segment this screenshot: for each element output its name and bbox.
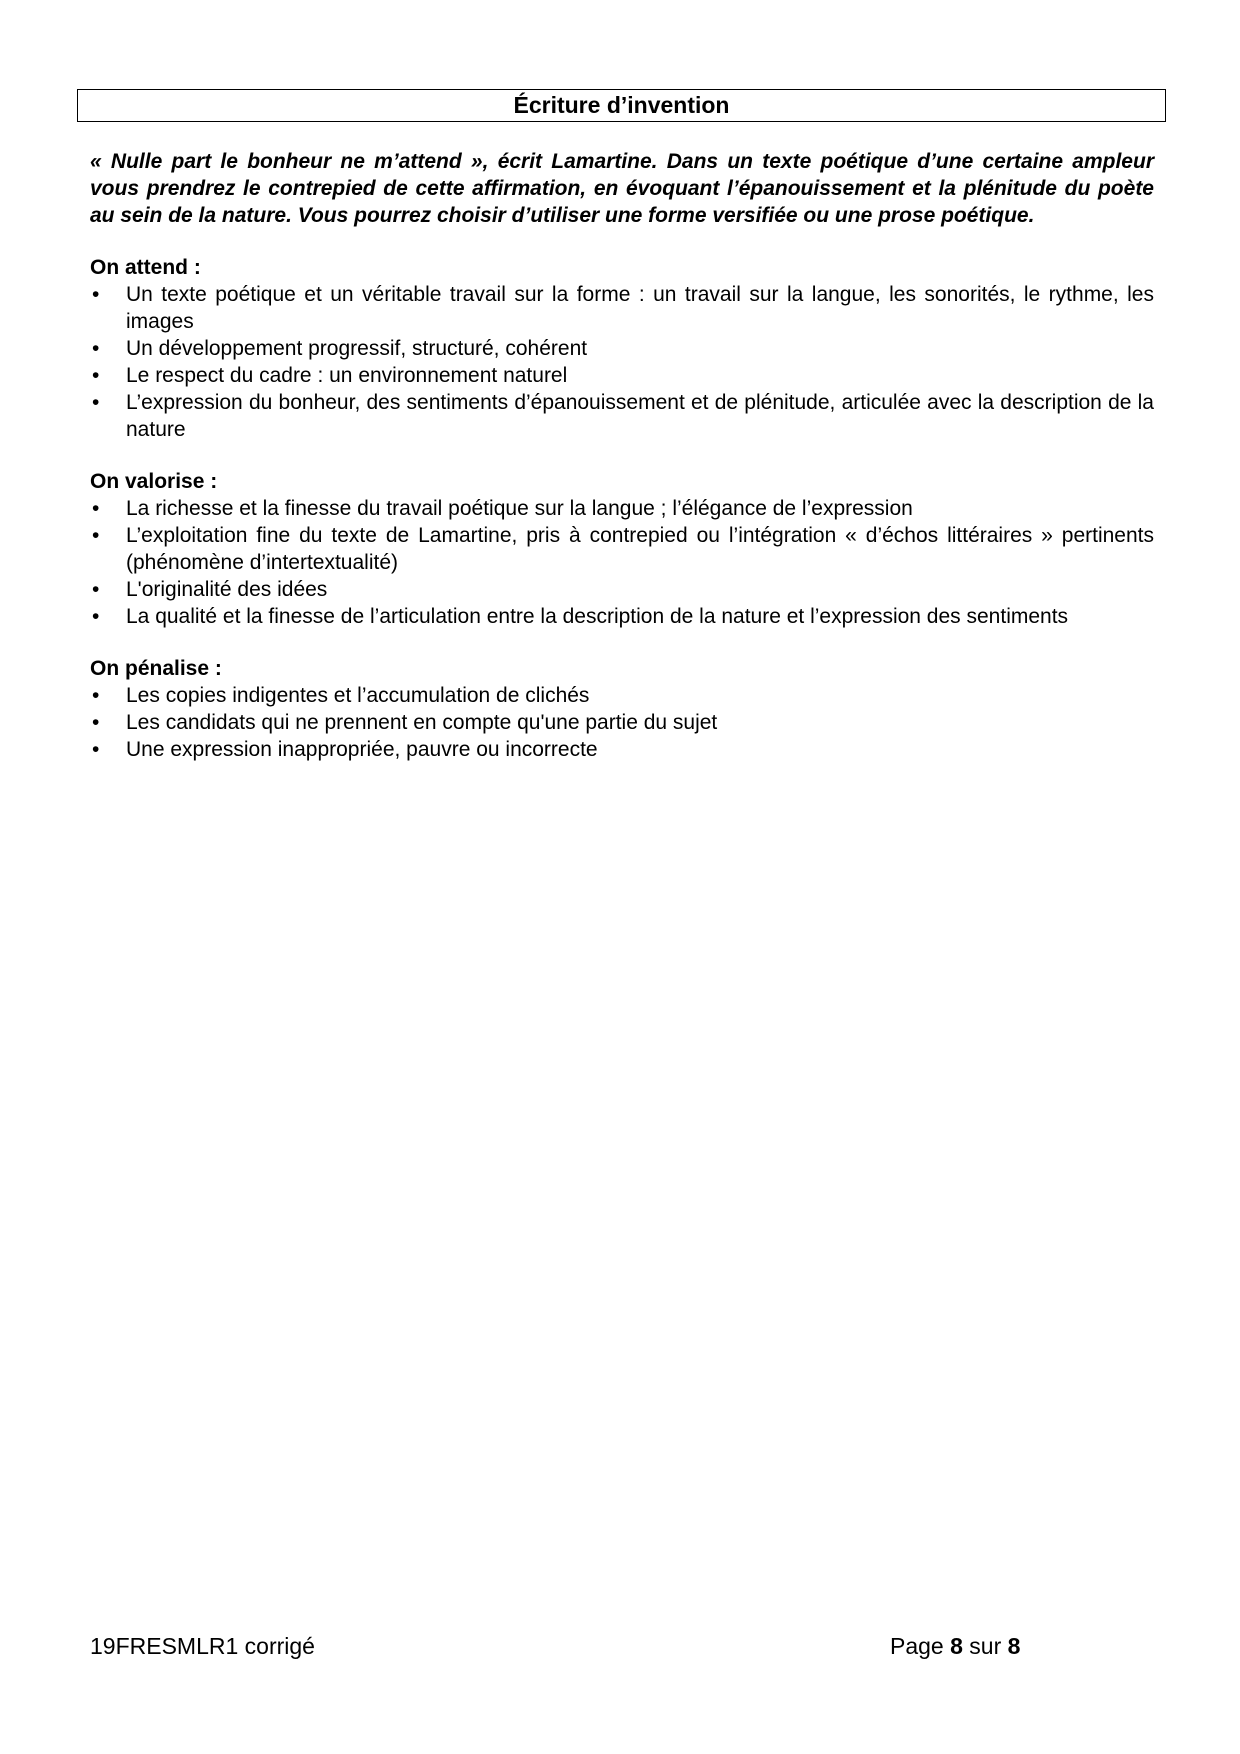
list-item-text: Une expression inappropriée, pauvre ou incorrecte [126, 738, 598, 761]
list-item-text: Un développement progressif, structuré, cohérent [126, 337, 588, 360]
bullet-icon: • [92, 524, 100, 547]
page-title: Écriture d’invention [77, 89, 1166, 122]
bullet-icon: • [92, 497, 100, 520]
list-item-text: L’expression du bonheur, des sentiments d’épanouissement et de plénitude, articulée avec la description de la nature [126, 391, 1154, 441]
section-heading: On valorise : [90, 470, 218, 493]
footer-page-number [890, 1633, 1020, 1660]
list-item [90, 281, 1154, 335]
list-item [90, 522, 1154, 576]
list-item-text: Un texte poétique et un véritable travail sur la forme : un travail sur la langue, les sonorités, le rythme, les images [126, 283, 1154, 333]
bullet-icon: • [92, 738, 100, 761]
list-item [90, 389, 1154, 443]
list-item [90, 335, 1154, 362]
footer-page-total: 8 [1007, 1633, 1021, 1659]
bullet-icon: • [92, 711, 100, 734]
footer-document-code: 19FRESMLR1 corrigé [90, 1633, 315, 1659]
list-item-text: La richesse et la finesse du travail poétique sur la langue ; l’élégance de l’expression [126, 497, 913, 520]
list-item-text: L'originalité des idées [126, 578, 328, 601]
list-item [90, 362, 1154, 389]
list-item [90, 709, 1154, 736]
bullet-icon: • [92, 364, 100, 387]
footer-page-sep: sur [969, 1633, 1002, 1659]
bullet-icon: • [92, 605, 100, 628]
bullet-icon: • [92, 684, 100, 707]
list-item-text: Le respect du cadre : un environnement naturel [126, 364, 568, 387]
list-item [90, 576, 1154, 603]
section-penalized [90, 655, 1154, 763]
list-item-text: La qualité et la finesse de l’articulation entre la description de la nature et l’expression des sentiments [126, 605, 1069, 628]
bullet-icon: • [92, 578, 100, 601]
list-item [90, 736, 1154, 763]
bullet-icon: • [92, 283, 100, 306]
list-item [90, 603, 1154, 630]
section-heading: On attend : [90, 256, 201, 279]
list-item-text: L’exploitation fine du texte de Lamartine, pris à contrepied ou l’intégration « d’échos littéraires » pertinents (phénomène d’intertextualité) [126, 524, 1154, 574]
bullet-icon: • [92, 337, 100, 360]
footer-page-word: Page [890, 1633, 944, 1659]
section-heading: On pénalise : [90, 657, 222, 680]
list-item-text: Les candidats qui ne prennent en compte qu'une partie du sujet [126, 711, 718, 734]
section-expected [90, 254, 1154, 443]
bullet-list [90, 281, 1154, 443]
list-item-text: Les copies indigentes et l’accumulation de clichés [126, 684, 590, 707]
section-valued [90, 468, 1154, 630]
bullet-list [90, 495, 1154, 630]
bullet-icon: • [92, 391, 100, 414]
footer-page-current: 8 [950, 1633, 963, 1659]
content [90, 148, 1154, 763]
subject-prompt: « Nulle part le bonheur ne m’attend », écrit Lamartine. Dans un texte poétique d’une certaine ampleur vous prendrez le contrepied de cette affirmation, en évoquant l’épanouissement et la plénitude du poète au sein de la nature. Vous pourrez choisir d’utiliser une forme versifiée ou une prose poétique. [90, 150, 1154, 227]
list-item [90, 682, 1154, 709]
bullet-list [90, 682, 1154, 763]
list-item [90, 495, 1154, 522]
